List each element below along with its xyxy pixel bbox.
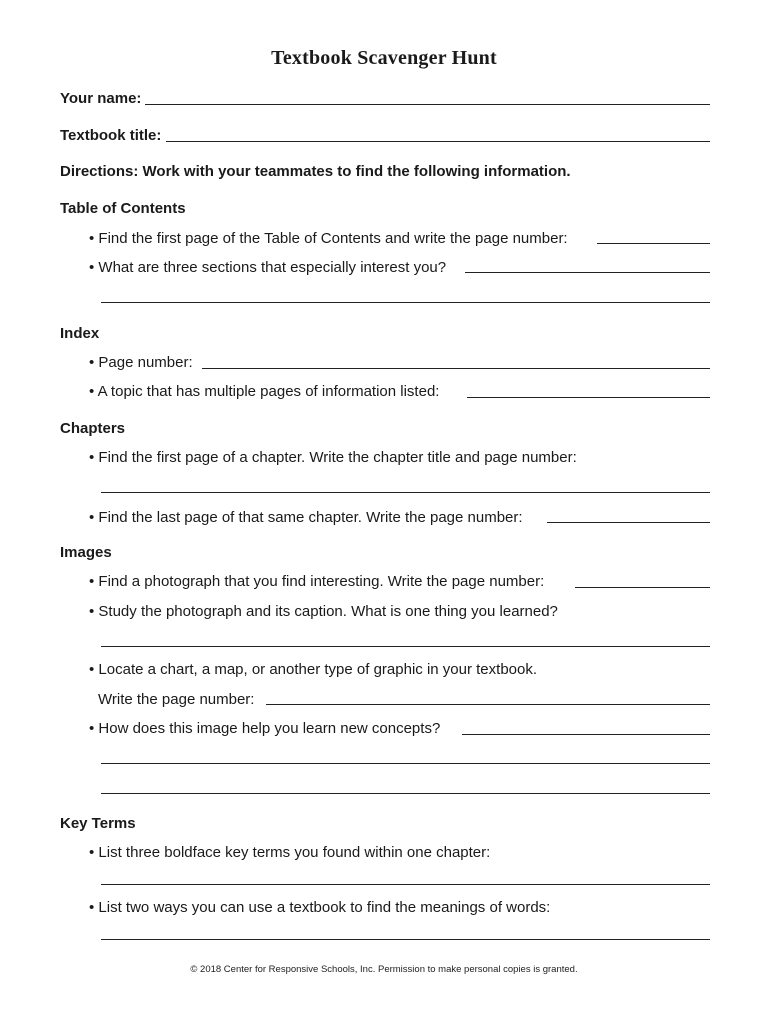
list-item <box>0 689 768 711</box>
copyright-footer: © 2018 Center for Responsive Schools, Inc. Permission to make personal copies is granted. <box>190 964 578 975</box>
list-item <box>0 601 768 623</box>
toc-item-2: • What are three sections that especially interest you? <box>89 259 447 276</box>
word-meanings-field[interactable] <box>101 939 710 940</box>
list-item <box>0 507 768 529</box>
page-title: Textbook Scavenger Hunt <box>271 47 497 69</box>
images-item-3: • Locate a chart, a map, or another type of graphic in your textbook. <box>89 661 538 678</box>
textbook-row <box>0 125 768 147</box>
directions-row <box>0 161 768 183</box>
list-item <box>0 257 768 279</box>
section-heading-index: Index <box>60 325 100 342</box>
section-heading-images: Images <box>60 544 112 561</box>
index-topic-field[interactable] <box>467 397 710 398</box>
chapters-item-1: • Find the first page of a chapter. Write the chapter title and page number: <box>89 449 577 466</box>
chapter-title-field[interactable] <box>101 492 710 493</box>
index-item-2: • A topic that has multiple pages of information listed: <box>89 383 440 400</box>
graphic-page-field[interactable] <box>266 704 710 705</box>
list-item <box>0 718 768 740</box>
index-page-field[interactable] <box>202 368 710 369</box>
list-item <box>0 352 768 374</box>
list-item <box>0 842 768 864</box>
toc-page-field[interactable] <box>597 243 710 244</box>
images-item-2: • Study the photograph and its caption. What is one thing you learned? <box>89 603 558 620</box>
images-item-1: • Find a photograph that you find interesting. Write the page number: <box>89 573 545 590</box>
list-item <box>0 447 768 469</box>
name-row <box>0 88 768 110</box>
image-concepts-field-3[interactable] <box>101 793 710 794</box>
textbook-title-field[interactable] <box>166 141 710 142</box>
section-heading-chapters: Chapters <box>60 420 126 437</box>
name-label: Your name: <box>60 90 142 107</box>
image-concepts-field-2[interactable] <box>101 763 710 764</box>
directions-text: Directions: Work with your teammates to find the following information. <box>60 163 571 180</box>
list-item <box>0 659 768 681</box>
chapters-item-2: • Find the last page of that same chapter. Write the page number: <box>89 509 523 526</box>
list-item <box>0 897 768 919</box>
list-item <box>0 571 768 593</box>
index-item-1: • Page number: <box>89 354 193 371</box>
toc-sections-field-2[interactable] <box>101 302 710 303</box>
key-terms-item-2: • List two ways you can use a textbook to find the meanings of words: <box>89 899 551 916</box>
textbook-label: Textbook title: <box>60 127 162 144</box>
images-item-4: Write the page number: <box>98 691 255 708</box>
list-item <box>0 228 768 250</box>
toc-item-1: • Find the first page of the Table of Contents and write the page number: <box>89 230 568 247</box>
name-field[interactable] <box>145 104 710 105</box>
image-concepts-field[interactable] <box>462 734 710 735</box>
list-item <box>0 381 768 403</box>
toc-sections-field[interactable] <box>465 272 710 273</box>
key-terms-field[interactable] <box>101 884 710 885</box>
key-terms-item-1: • List three boldface key terms you found within one chapter: <box>89 844 491 861</box>
images-item-5: • How does this image help you learn new concepts? <box>89 720 441 737</box>
chapter-last-page-field[interactable] <box>547 522 710 523</box>
photo-page-field[interactable] <box>575 587 710 588</box>
section-heading-key-terms: Key Terms <box>60 815 136 832</box>
photo-learned-field[interactable] <box>101 646 710 647</box>
section-heading-toc: Table of Contents <box>60 200 186 217</box>
